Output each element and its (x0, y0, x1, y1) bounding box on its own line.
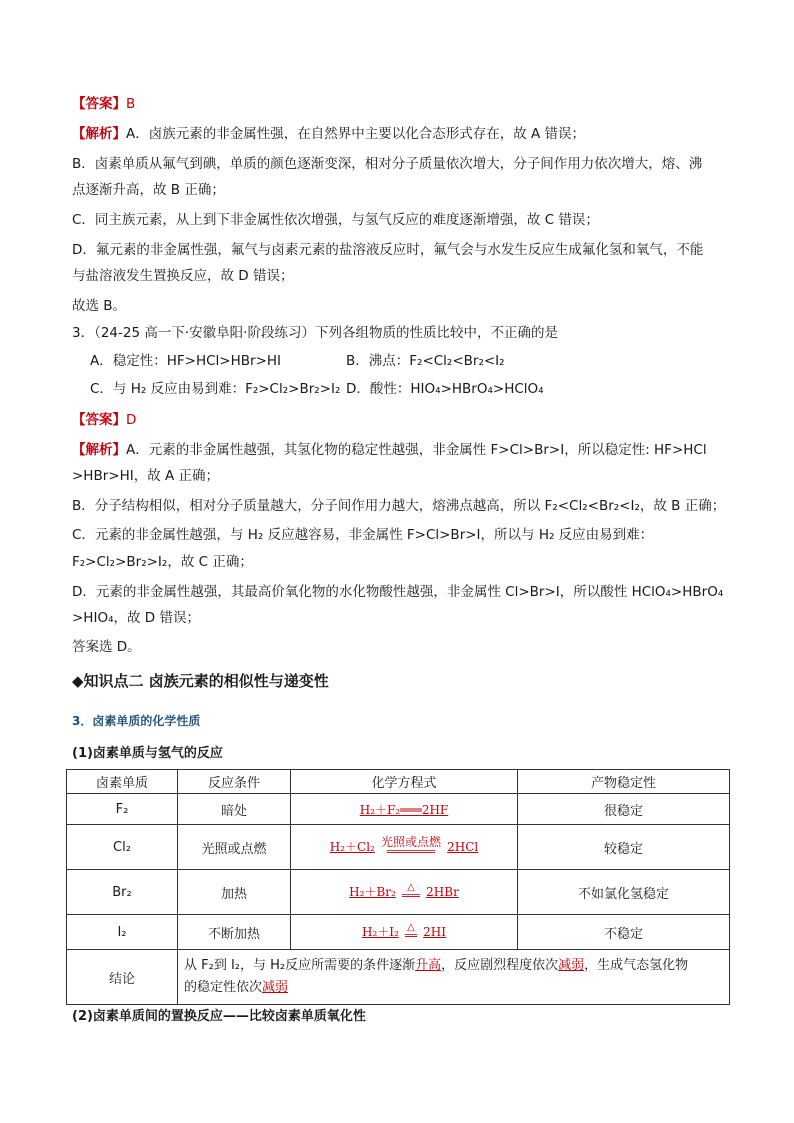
subsection-heading-2: (2)卤素单质间的置换反应——比较卤素单质氧化性 (72, 1009, 366, 1024)
explanation-3-line-8: 答案选 D。 (72, 639, 141, 655)
question-3-option-d: D．酸性：HIO₄>HBrO₄>HClO₄ (346, 381, 544, 397)
section-heading: ◆知识点二 卤族元素的相似性与递变性 (72, 672, 329, 690)
cell-equation: H₂＋Cl₂ 光照或点燃 ════════ 2HCl (291, 825, 518, 870)
explanation-3-line-3: B．分子结构相似，相对分子质量越大，分子间作用力越大，熔沸点越高，所以 F₂<Cl₂<Br₂<I₂，故 B 正确； (72, 498, 726, 514)
cell-condition: 不断加热 (178, 915, 291, 950)
answer-2: 【答案】B (72, 96, 136, 112)
cell-stability: 不稳定 (518, 915, 730, 950)
cell-stability: 较稳定 (518, 825, 730, 870)
cell-equation: H₂＋F₂═══2HF (291, 794, 518, 825)
cell-halogen: I₂ (67, 915, 178, 950)
explanation-2-line-7: 故选 B。 (72, 298, 127, 314)
question-3-stem: 3．（24-25 高一下·安徽阜阳·阶段练习）下列各组物质的性质比较中，不正确的是 (72, 325, 558, 341)
question-3-option-b: B．沸点：F₂<Cl₂<Br₂<I₂ (346, 353, 505, 369)
halogen-hydrogen-table (66, 769, 730, 1005)
answer-3: 【答案】D (72, 412, 137, 428)
table-row (67, 870, 730, 915)
explanation-3-line-5: F₂>Cl₂>Br₂>I₂，故 C 正确； (72, 554, 253, 570)
explanation-2-line-4: C．同主族元素，从上到下非金属性依次增强，与氢气反应的难度逐渐增强，故 C 错误； (72, 212, 599, 228)
explanation-2-line-1: 【解析】A．卤族元素的非金属性强，在自然界中主要以化合态形式存在，故 A 错误； (72, 126, 586, 142)
cell-halogen: Cl₂ (67, 825, 178, 870)
explanation-3-line-6: D．元素的非金属性越强，其最高价氧化物的水化物酸性越强，非金属性 Cl>Br>I，所以酸性 HClO₄>HBrO₄ (72, 584, 724, 600)
cell-conclusion: 从 F₂到 I₂，与 H₂反应所需要的条件逐渐升高，反应剧烈程度依次减弱，生成气态氢化物 的稳定性依次减弱 (178, 950, 730, 1005)
explanation-2-line-6: 与盐溶液发生置换反应，故 D 错误； (72, 268, 294, 284)
explanation-3-line-1: 【解析】A．元素的非金属性越强，其氢化物的稳定性越强，非金属性 F>Cl>Br>I，所以稳定性: HF>HCl (72, 442, 707, 458)
explanation-3-line-4: C．元素的非金属性越强，与 H₂ 反应越容易，非金属性 F>Cl>Br>I，所以与 H₂ 反应由易到难： (72, 527, 654, 543)
explanation-2-line-2: B．卤素单质从氟气到碘，单质的颜色逐渐变深，相对分子质量依次增大，分子间作用力依次增大，熔、沸 (72, 156, 703, 172)
header-equation: 化学方程式 (291, 770, 518, 794)
cell-equation: H₂＋Br₂ △ ═══ 2HBr (291, 870, 518, 915)
explanation-3-line-2: >HBr>HI，故 A 正确； (72, 468, 220, 484)
explanation-2-line-3: 点逐渐升高，故 B 正确； (72, 182, 225, 198)
cell-halogen: F₂ (67, 794, 178, 825)
question-3-option-c: C．与 H₂ 反应由易到难：F₂>Cl₂>Br₂>I₂ (90, 381, 341, 397)
question-3-option-a: A．稳定性：HF>HCl>HBr>HI (90, 353, 282, 369)
subsection-heading: 3．卤素单质的化学性质 (72, 714, 201, 728)
cell-condition: 光照或点燃 (178, 825, 291, 870)
header-stability: 产物稳定性 (518, 770, 730, 794)
cell-stability: 不如氯化氢稳定 (518, 870, 730, 915)
explanation-2-line-5: D．氟元素的非金属性强，氟气与卤素元素的盐溶液反应时，氟气会与水发生反应生成氟化氢和氧气，不能 (72, 242, 704, 258)
table-row (67, 825, 730, 870)
cell-halogen: Br₂ (67, 870, 178, 915)
cell-condition: 暗处 (178, 794, 291, 825)
table-caption: (1)卤素单质与氢气的反应 (72, 746, 223, 761)
header-condition: 反应条件 (178, 770, 291, 794)
table-row (67, 915, 730, 950)
cell-condition: 加热 (178, 870, 291, 915)
cell-stability: 很稳定 (518, 794, 730, 825)
header-halogen: 卤素单质 (67, 770, 178, 794)
cell-conclusion-label: 结论 (67, 950, 178, 1005)
explanation-3-line-7: >HIO₄，故 D 错误； (72, 610, 200, 626)
table-header-row (67, 770, 730, 794)
cell-equation: H₂＋I₂ △ ══ 2HI (291, 915, 518, 950)
table-row (67, 794, 730, 825)
table-conclusion-row (67, 950, 730, 1005)
